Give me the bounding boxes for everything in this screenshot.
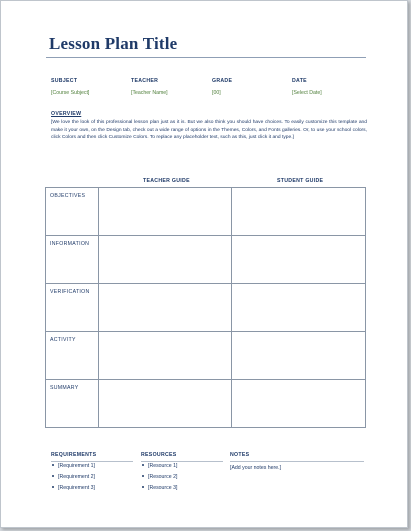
row-label-text: OBJECTIVES <box>50 193 86 199</box>
table-row <box>46 188 366 236</box>
date-label: DATE <box>292 78 307 84</box>
grade-field[interactable]: [00] <box>212 90 221 96</box>
student-guide-cell[interactable] <box>232 284 366 332</box>
row-label-text: ACTIVITY <box>50 337 76 343</box>
list-item[interactable] <box>141 485 177 496</box>
list-item[interactable] <box>51 474 95 485</box>
bullet-icon <box>142 486 144 488</box>
teacher-guide-cell[interactable] <box>98 332 232 380</box>
lesson-plan-table <box>45 187 366 428</box>
resource-text: [Resource 2] <box>148 474 178 480</box>
list-item[interactable] <box>141 474 177 485</box>
bullet-icon <box>52 475 54 477</box>
resources-divider <box>141 461 223 462</box>
overview-text[interactable]: [We love the look of this professional lesson plan just as it is. But we also think you should have choices. To easily customize this template and make it your own, on the Design tab, check out a wide range of options in the Themes, Colors, and Fonts galleries. Or, to use your school colors, click Colors and then click Customize Colors. To replace any placeholder text, such as this, just click it and type.] <box>51 120 367 141</box>
resource-text: [Resource 1] <box>148 463 178 469</box>
lesson-plan-title[interactable]: Lesson Plan Title <box>49 34 178 53</box>
table-row <box>46 380 366 428</box>
row-label-text: SUMMARY <box>50 385 79 391</box>
row-label-verification <box>46 284 99 332</box>
row-label-activity <box>46 332 99 380</box>
table-row <box>46 236 366 284</box>
row-label-summary <box>46 380 99 428</box>
table-row <box>46 332 366 380</box>
requirements-heading: REQUIREMENTS <box>51 452 97 458</box>
row-label-text: INFORMATION <box>50 241 90 247</box>
title-divider <box>46 57 366 58</box>
student-guide-heading: STUDENT GUIDE <box>277 178 324 184</box>
student-guide-cell[interactable] <box>232 188 366 236</box>
requirement-text: [Requirement 2] <box>58 474 95 480</box>
subject-label: SUBJECT <box>51 78 78 84</box>
list-item[interactable] <box>141 463 177 474</box>
notes-field[interactable]: [Add your notes here.] <box>230 465 282 471</box>
overview-heading: OVERVIEW <box>51 111 82 117</box>
requirement-text: [Requirement 3] <box>58 485 95 491</box>
bullet-icon <box>52 464 54 466</box>
teacher-field[interactable]: [Teacher Name] <box>131 90 168 96</box>
teacher-guide-cell[interactable] <box>98 284 232 332</box>
notes-heading: NOTES <box>230 452 250 458</box>
resources-list <box>141 463 177 496</box>
student-guide-cell[interactable] <box>232 380 366 428</box>
bullet-icon <box>52 486 54 488</box>
table-row <box>46 284 366 332</box>
student-guide-cell[interactable] <box>232 332 366 380</box>
requirements-list <box>51 463 95 496</box>
teacher-guide-heading: TEACHER GUIDE <box>143 178 190 184</box>
requirement-text: [Requirement 1] <box>58 463 95 469</box>
teacher-guide-cell[interactable] <box>98 236 232 284</box>
teacher-label: TEACHER <box>131 78 159 84</box>
row-label-text: VERIFICATION <box>50 289 90 295</box>
list-item[interactable] <box>51 463 95 474</box>
bullet-icon <box>142 464 144 466</box>
row-label-objectives <box>46 188 99 236</box>
date-picker[interactable]: [Select Date] <box>292 90 322 96</box>
requirements-divider <box>51 461 133 462</box>
resources-heading: RESOURCES <box>141 452 177 458</box>
teacher-guide-cell[interactable] <box>98 380 232 428</box>
grade-label: GRADE <box>212 78 233 84</box>
resource-text: [Resource 3] <box>148 485 178 491</box>
notes-divider <box>230 461 364 462</box>
row-label-information <box>46 236 99 284</box>
list-item[interactable] <box>51 485 95 496</box>
teacher-guide-cell[interactable] <box>98 188 232 236</box>
subject-field[interactable]: [Course Subject] <box>51 90 90 96</box>
student-guide-cell[interactable] <box>232 236 366 284</box>
bullet-icon <box>142 475 144 477</box>
